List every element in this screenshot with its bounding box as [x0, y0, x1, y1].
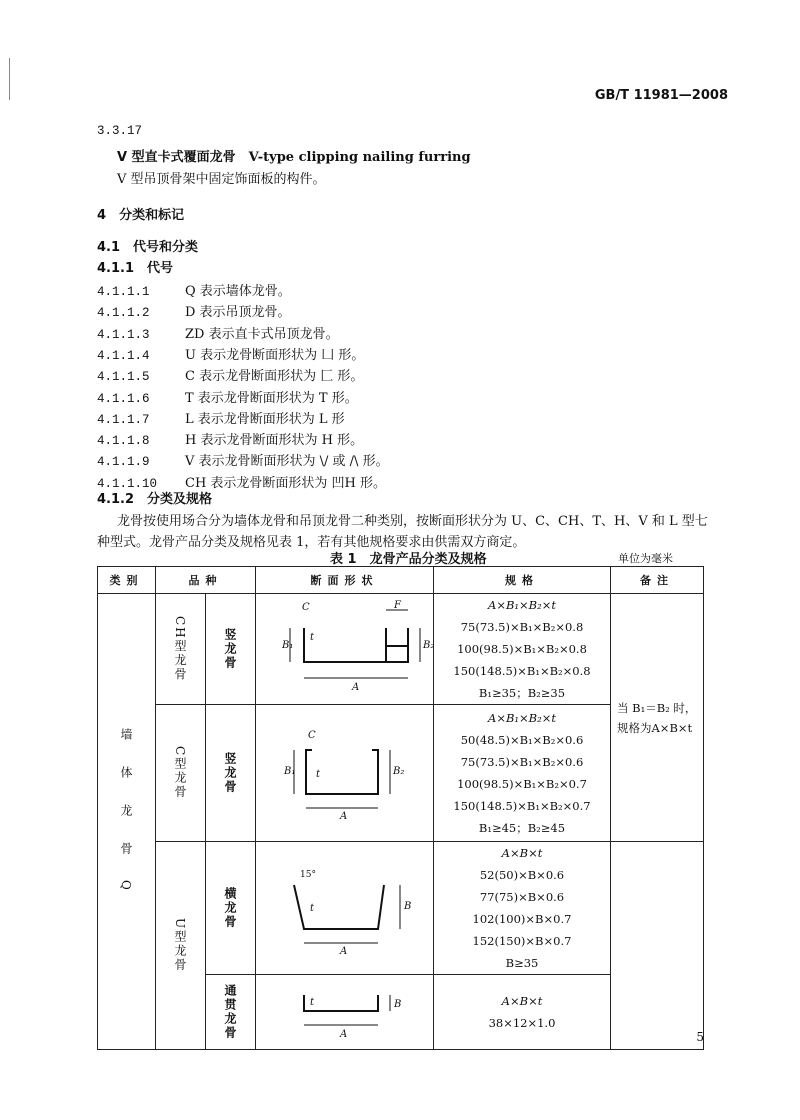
kind-cell: 竖龙骨 [206, 705, 256, 842]
u-section-diagram [256, 842, 434, 975]
code-item [97, 301, 291, 320]
svg-text:B₂: B₂ [392, 765, 404, 777]
code-text: ZD 表示直卡式吊顶龙骨。 [185, 326, 339, 342]
code-number: 4.1.1.9 [97, 455, 150, 470]
table-header-row [98, 567, 704, 594]
code-number: 4.1.1.10 [97, 476, 158, 491]
svg-text:t: t [309, 902, 314, 914]
section-4-1-2-heading: 4.1.2 分类及规格 [97, 492, 213, 507]
svg-text:B: B [403, 900, 411, 912]
note-cell: 当 B₁＝B₂ 时，规格为A×B×t [611, 594, 704, 842]
term-en: V-type clipping nailing furring [248, 150, 471, 165]
scan-margin-mark [9, 58, 10, 100]
type-cell: C型龙骨 [156, 705, 206, 842]
code-item [97, 387, 358, 406]
kind-cell: 竖龙骨 [206, 594, 256, 705]
section-number: 3.3.17 [97, 124, 143, 138]
spec-cell: A×B×t 52(50)×B×0.6 77(75)×B×0.6 102(100)×B×0.7 152(150)×B×0.7 B≥35 [434, 842, 611, 975]
code-item [97, 280, 291, 299]
svg-text:B₁: B₁ [281, 640, 293, 651]
section-4-heading: 4 分类和标记 [97, 208, 185, 223]
svg-text:t: t [315, 768, 320, 780]
code-text: D 表示吊顶龙骨。 [185, 305, 291, 321]
code-item [97, 365, 363, 384]
svg-text:B: B [393, 998, 401, 1010]
svg-text:B₂: B₂ [422, 640, 434, 651]
category-cell: 墙体龙骨Q [98, 594, 156, 1050]
type-cell: U型龙骨 [156, 842, 206, 1050]
spec-cell: A×B₁×B₂×t 75(73.5)×B₁×B₂×0.8 100(98.5)×B₁×B₂×0.8 150(148.5)×B₁×B₂×0.8 B₁≥35；B₂≥35 [434, 594, 611, 705]
code-text: L 表示龙骨断面形状为 L 形 [185, 411, 345, 427]
table-row [98, 842, 704, 975]
paragraph-line-1: 龙骨按使用场合分为墙体龙骨和吊顶龙骨二种类别，按断面形状分为 U、C、CH、T、H、V 和 L 型七 [117, 514, 708, 529]
code-number: 4.1.1.1 [97, 285, 150, 299]
svg-text:F: F [393, 600, 401, 611]
code-text: H 表示龙骨断面形状为 H 形。 [185, 433, 364, 449]
header-section-shape: 断面形状 [256, 567, 434, 594]
spec-cell: A×B×t 38×12×1.0 [434, 975, 611, 1050]
code-text: T 表示龙骨断面形状为 T 形。 [185, 390, 358, 406]
header-category: 类别 [98, 567, 156, 594]
svg-text:A: A [339, 810, 347, 822]
code-text: Q 表示墙体龙骨。 [185, 284, 291, 299]
code-number: 4.1.1.8 [97, 434, 150, 449]
section-4-1-heading: 4.1 代号和分类 [97, 240, 199, 255]
svg-text:C: C [307, 729, 316, 741]
ch-section-diagram [256, 594, 434, 705]
header-variety: 品种 [156, 567, 256, 594]
c-section-diagram [256, 705, 434, 842]
code-text: V 表示龙骨断面形状为 \/ 或 /\ 形。 [185, 454, 389, 470]
code-text: CH 表示龙骨断面形状为 凹H 形。 [185, 475, 387, 491]
kind-cell: 横龙骨 [206, 842, 256, 975]
page-number: 5 [696, 1030, 704, 1044]
svg-text:A: A [339, 1028, 347, 1040]
code-number: 4.1.1.7 [97, 412, 150, 427]
code-item [97, 323, 339, 342]
svg-text:t: t [309, 632, 314, 643]
code-number: 4.1.1.4 [97, 348, 150, 363]
code-text: U 表示龙骨断面形状为 凵 形。 [185, 347, 365, 363]
table-caption: 表 1 龙骨产品分类及规格 [330, 552, 487, 567]
svg-text:t: t [309, 996, 314, 1008]
product-spec-table [97, 566, 704, 1050]
code-number: 4.1.1.5 [97, 370, 150, 385]
svg-text:A: A [339, 945, 347, 957]
term-heading [117, 146, 471, 165]
code-text: C 表示龙骨断面形状为 匚 形。 [185, 369, 364, 385]
svg-text:B₁: B₁ [283, 765, 295, 777]
paragraph-line-2: 种型式。龙骨产品分类及规格见表 1，若有其他规格要求由供需双方商定。 [97, 535, 526, 550]
code-number: 4.1.1.6 [97, 391, 150, 406]
header-spec: 规格 [434, 567, 611, 594]
spec-cell: A×B₁×B₂×t 50(48.5)×B₁×B₂×0.6 75(73.5)×B₁×B₂×0.6 100(98.5)×B₁×B₂×0.7 150(148.5)×B₁×B₂×0.7 B₁≥45；B₂≥45 [434, 705, 611, 842]
standard-number: GB/T 11981—2008 [594, 88, 728, 103]
kind-cell: 通贯龙骨 [206, 975, 256, 1050]
svg-text:15°: 15° [299, 869, 316, 880]
code-item [97, 408, 345, 427]
header-note: 备注 [611, 567, 704, 594]
code-item [97, 344, 364, 363]
svg-text:A: A [351, 682, 359, 693]
code-item [97, 429, 363, 448]
term-cn: V 型直卡式覆面龙骨 [117, 150, 236, 165]
table-unit: 单位为毫米 [618, 552, 673, 565]
code-item [97, 450, 389, 469]
u-through-section-diagram [256, 975, 434, 1050]
term-definition: V 型吊顶骨架中固定饰面板的构件。 [117, 172, 326, 187]
type-cell: CH型龙骨 [156, 594, 206, 705]
section-4-1-1-heading: 4.1.1 代号 [97, 261, 174, 276]
note-cell-empty [611, 842, 704, 1050]
code-number: 4.1.1.3 [97, 327, 150, 342]
code-number: 4.1.1.2 [97, 306, 150, 321]
svg-text:C: C [301, 602, 310, 613]
table-row [98, 594, 704, 705]
